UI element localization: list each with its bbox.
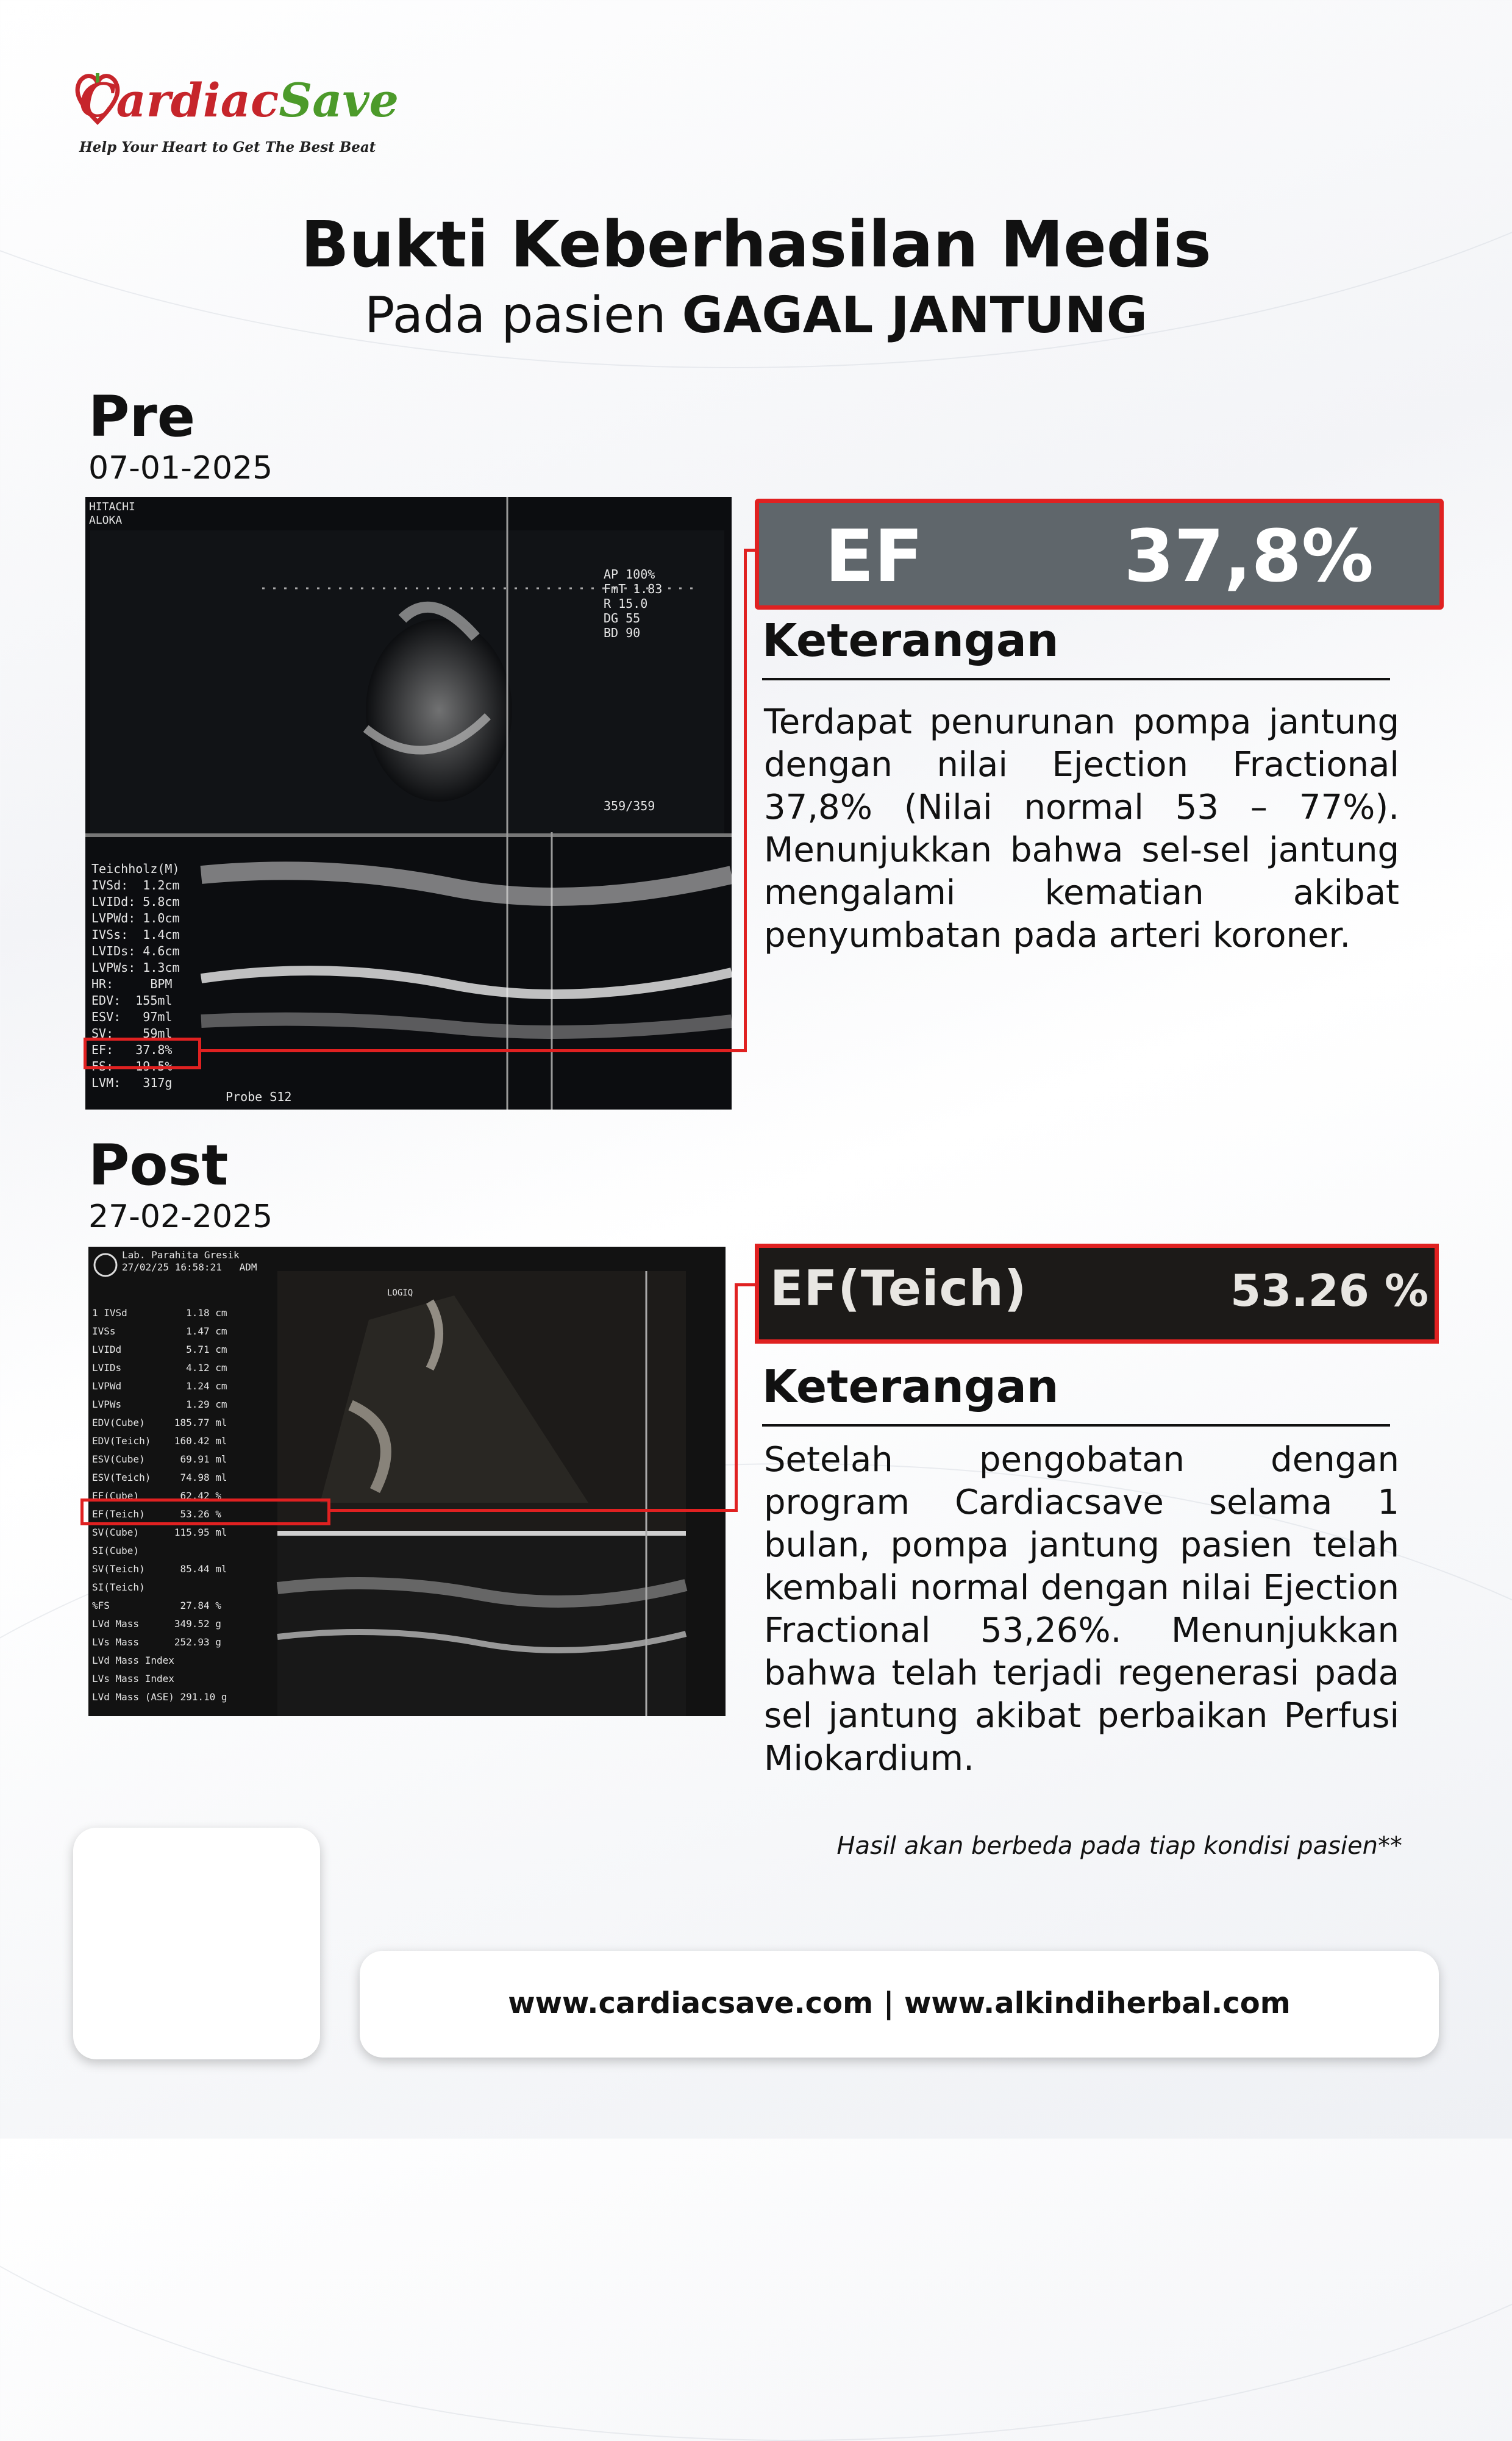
page-subtitle xyxy=(0,287,1512,344)
pre-echo-measures: Teichholz(M) IVSd: 1.2cm LVIDd: 5.8cm LVPWd: 1.0cm IVSs: 1.4cm LVIDs: 4.6cm LVPWs: 1.3cm HR: BPM EDV: 155ml ESV: 97ml SV: 59ml EF: 37.8% FS: 19.5% LVM: 317g xyxy=(89,860,182,1092)
post-connector-line xyxy=(735,1283,738,1512)
post-keterangan-title: Keterangan xyxy=(762,1361,1059,1413)
pre-label: Pre xyxy=(88,384,196,449)
brand-logo xyxy=(73,67,399,165)
pre-keterangan-divider xyxy=(762,678,1390,680)
pre-ef-value: 37,8% xyxy=(1124,514,1374,598)
brand-name-part2: Save xyxy=(279,73,399,127)
post-echo-logiq: LOGIQ xyxy=(387,1288,413,1298)
pre-echo-image xyxy=(85,497,732,1110)
disclaimer-note: Hasil akan berbeda pada tiap kondisi pasien** xyxy=(836,1832,1402,1860)
pre-connector-line xyxy=(198,1049,747,1052)
pre-date: 07-01-2025 xyxy=(88,450,273,486)
post-echo-header: Lab. Parahita Gresik 27/02/25 16:58:21 ADM xyxy=(122,1249,257,1273)
post-ef-label: EF(Teich) xyxy=(770,1260,1027,1317)
pre-ef-box xyxy=(755,499,1444,610)
pre-connector-line xyxy=(744,549,747,1052)
brand-tagline: Help Your Heart to Get The Best Beat xyxy=(79,139,376,155)
pre-ef-highlight xyxy=(84,1038,201,1069)
post-date: 27-02-2025 xyxy=(88,1199,273,1235)
footer-urls[interactable]: www.cardiacsave.com | www.alkindiherbal.com xyxy=(508,1986,1291,2020)
page-title: Bukti Keberhasilan Medis xyxy=(301,207,1211,282)
post-ef-value: 53.26 % xyxy=(1230,1265,1428,1316)
pre-keterangan-text: Terdapat penurunan pompa jantung dengan nilai Ejection Fractional 37,8% (Nilai normal 53 – 77%). Menunjukkan bahwa sel-sel jantung mengalami kematian akibat penyumbatan pada arteri koroner. xyxy=(764,702,1399,955)
footer-blank-card xyxy=(73,1828,320,2059)
pre-ef-label: EF xyxy=(825,514,924,598)
subtitle-bold: GAGAL JANTUNG xyxy=(682,287,1148,344)
subtitle-prefix: Pada pasien xyxy=(364,287,682,344)
pre-echo-probe: Probe S12 xyxy=(226,1089,292,1104)
post-connector-line xyxy=(735,1283,756,1286)
footer-card xyxy=(360,1951,1439,2058)
post-connector-line xyxy=(327,1509,736,1512)
post-echo-measures: 1 IVSd 1.18 cm IVSs 1.47 cm LVIDd 5.71 cm LVIDs 4.12 cm LVPWd 1.24 cm LVPWs 1.29 cm EDV(Cube) 185.77 ml EDV(Teich) 160.42 ml ESV(Cube) 69.91 ml ESV(Teich) 74.98 ml EF(Cube) 62.42 % EF(Teich) 53.26 % SV(Cube) 115.95 ml SI(Cube) SV(Teich) 85.44 ml SI(Teich) %FS 27.84 % LVd Mass 349.52 g LVs Mass 252.93 g LVd Mass Index LVs Mass Index LVd Mass (ASE) 291.10 g xyxy=(92,1307,227,1703)
brand-name-part1: Cardiac xyxy=(79,73,279,127)
pre-connector-line xyxy=(744,549,756,552)
post-ef-highlight xyxy=(80,1498,330,1525)
brand-wordmark xyxy=(79,73,399,127)
post-keterangan-text: Setelah pengobatan dengan program Cardiacsave selama 1 bulan, pompa jantung pasien telah kembali normal dengan nilai Ejection Fractional 53,26%. Menunjukkan bahwa telah terjadi regenerasi pada sel jantung akibat perbaikan Perfusi Miokardium. xyxy=(764,1440,1399,1778)
pre-keterangan-title: Keterangan xyxy=(762,615,1059,667)
post-echo-image xyxy=(88,1247,726,1716)
post-label: Post xyxy=(88,1133,229,1198)
pre-echo-params: AP 100% FmT 1.83 R 15.0 DG 55 BD 90 xyxy=(604,567,663,640)
post-keterangan-divider xyxy=(762,1424,1390,1427)
pre-echo-brand: HITACHI ALOKA xyxy=(89,501,135,527)
pre-echo-frame: 359/359 xyxy=(604,799,655,813)
post-ef-box xyxy=(755,1244,1439,1344)
